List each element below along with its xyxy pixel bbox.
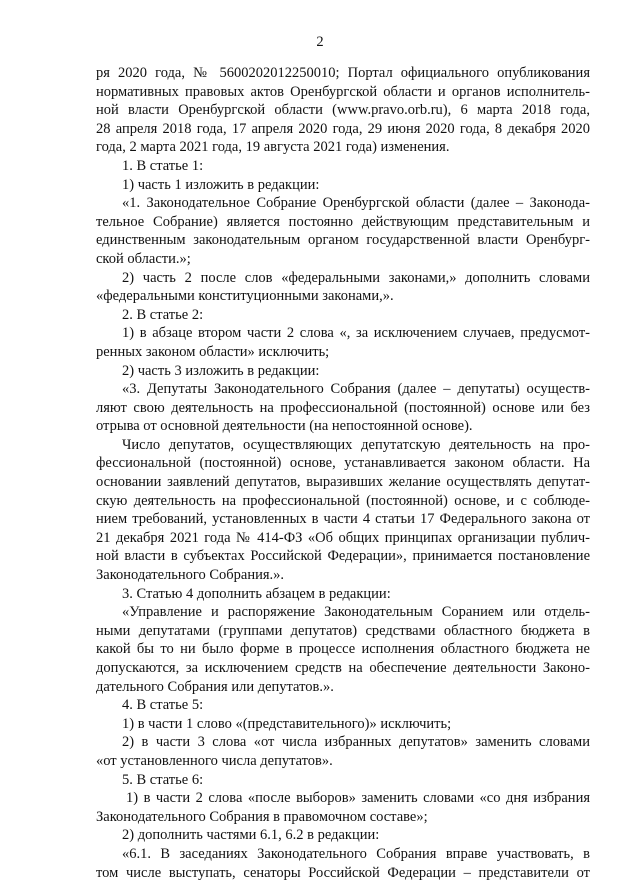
text-line: ной власти Оренбургской области (www.pravo.orb.ru), 6 марта 2018 года, — [96, 102, 590, 119]
text-line: фессиональной (постоянной) основе, устанавливается законом области. На — [96, 455, 590, 472]
text-line: 2) в части 3 слова «от числа избранных депутатов» заменить словами — [122, 734, 590, 751]
text-line: года, 2 марта 2021 года, 19 августа 2021 года) изменения. — [96, 139, 450, 156]
text-line: «от установленного числа депутатов». — [96, 752, 333, 769]
section-heading: 2. В статье 2: — [122, 306, 204, 323]
text-line: ской области.»; — [96, 250, 191, 267]
text-line: «6.1. В заседаниях Законодательного Собрания вправе участвовать, в — [122, 845, 590, 862]
text-line: 1) в абзаце втором части 2 слова «, за исключением случаев, предусмот- — [122, 325, 590, 342]
section-heading: 5. В статье 6: — [122, 771, 204, 788]
text-line: 2) часть 2 после слов «федеральными законами,» дополнить словами — [122, 269, 590, 286]
page-number: 2 — [316, 34, 324, 50]
text-line: какой бы то ни было форме в процессе исполнения областного бюджета не — [96, 641, 590, 658]
text-line: Число депутатов, осуществляющих депутатскую деятельность на про- — [122, 436, 590, 453]
section-heading: 4. В статье 5: — [122, 697, 204, 714]
text-line: 2) дополнить частями 6.1, 6.2 в редакции: — [122, 827, 380, 844]
text-line: ными депутатами (группами депутатов) средствами областного бюджета в — [96, 622, 590, 639]
text-line: дательного Собрания или депутатов.». — [96, 678, 334, 695]
text-line: нормативных правовых актов Оренбургской области и органов исполнитель- — [96, 83, 590, 100]
text-line: 1) в части 2 слова «после выборов» заменить словами «со дня избрания — [126, 790, 590, 807]
section-heading: 1. В статье 1: — [122, 157, 204, 174]
text-line: 1) в части 1 слово «(представительного)» исключить; — [122, 715, 452, 732]
text-line: отрыва от основной деятельности (на непостоянной основе). — [96, 418, 473, 435]
text-line: «1. Законодательное Собрание Оренбургской области (далее – Законода- — [122, 195, 590, 212]
text-line: Законодательного Собрания в правомочном составе»; — [96, 808, 428, 825]
section-heading: 3. Статью 4 дополнить абзацем в редакции: — [122, 585, 391, 602]
text-line: ляют свою деятельность на профессиональной (постоянной) основе или без — [96, 399, 590, 416]
text-line: единственным законодательным органом государственной власти Оренбург- — [96, 232, 590, 249]
text-line: «3. Депутаты Законодательного Собрания (далее – депутаты) осуществ- — [122, 381, 590, 398]
text-line: ря 2020 года, № 5600202012250010; Портал официального опубликования — [96, 65, 590, 81]
text-line: ренных законом области» исключить; — [96, 343, 330, 360]
text-line: допускаются, за исключением средств на обеспечение деятельности Законо- — [96, 660, 590, 676]
text-line: «Управление и распоряжение Законодательным Соранием или отдель- — [122, 604, 590, 621]
text-line: Законодательного Собрания.». — [96, 567, 285, 584]
text-line: «федеральными конституционными законами,». — [96, 288, 394, 305]
document-body — [96, 64, 590, 882]
text-line: том числе выступать, сенаторы Российской Федерации – представители от — [96, 864, 590, 881]
text-line: ной власти в субъектах Российской Федерации», принимается постановление — [96, 548, 590, 565]
text-line: 1) часть 1 изложить в редакции: — [122, 176, 320, 193]
text-line: нием требований, установленных в части 4 статьи 17 Федерального закона от — [96, 511, 590, 528]
text-line: 2) часть 3 изложить в редакции: — [122, 362, 320, 379]
text-line: 21 декабря 2021 года № 414-ФЗ «Об общих принципах организации публич- — [96, 529, 590, 546]
text-line: 28 апреля 2018 года, 17 апреля 2020 года, 29 июня 2020 года, 8 декабря 2020 — [96, 120, 590, 137]
text-line: скую деятельность на профессиональной (постоянной) основе, и с соблюде- — [96, 492, 590, 509]
text-line: основании заявлений депутатов, выразивших желание осуществлять депутат- — [96, 474, 590, 491]
text-line: тельное Собрание) является постоянно действующим представительным и — [96, 213, 590, 230]
